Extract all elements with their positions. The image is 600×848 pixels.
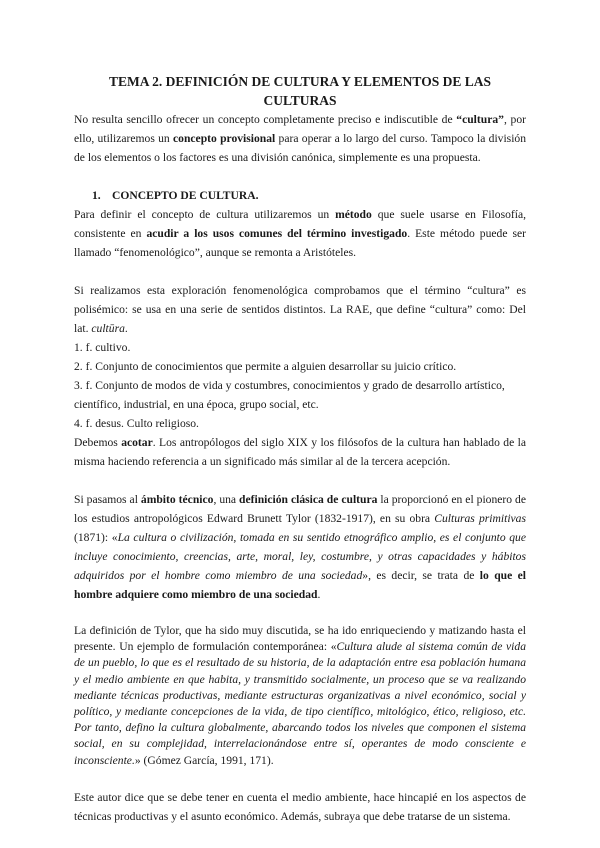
spacer: [74, 604, 526, 623]
tylor-bold-ambito: ámbito técnico: [140, 493, 214, 506]
tylor-text-6: .: [317, 588, 321, 601]
definition-item: 4. f. desus. Culto religioso.: [74, 417, 199, 430]
tylor-text-3: la proporcionó en el pionero de los estudios antropológicos Edward Brunett Tylor (1832-1917), en su obra: [74, 493, 526, 525]
section-title: CONCEPTO DE CULTURA.: [112, 189, 259, 202]
tylor-text-2: , una: [213, 493, 240, 506]
tylor-text-4: (1871): «: [74, 531, 118, 544]
intro-paragraph: [74, 110, 526, 167]
rae-text-2: .: [124, 322, 128, 335]
page-title-line-2: CULTURAS: [263, 93, 337, 108]
page-title-line-1: TEMA 2. DEFINICIÓN DE CULTURA Y ELEMENTOS DE LAS: [109, 74, 491, 89]
garcia-text-2: » (Gómez García, 1991, 171).: [134, 753, 274, 767]
definition-item: 2. f. Conjunto de conocimientos que permite a alguien desarrollar su juicio crítico.: [74, 360, 457, 373]
acotar-text-2: . Los antropólogos del siglo XIX y los filósofos de la cultura han hablado de la misma haciendo referencia a un significado más similar al de la tercera acepción.: [74, 436, 526, 468]
intro-text-2: , por ello, utilizaremos un: [74, 113, 526, 145]
tylor-text-1: Si pasamos al: [74, 493, 141, 506]
spacer: [74, 769, 526, 788]
tylor-bold-conclusion: lo que el hombre adquiere como miembro de una sociedad: [74, 569, 526, 601]
intro-bold-concepto: concepto provisional: [173, 132, 276, 145]
method-text-1: Para definir el concepto de cultura utilizaremos un: [74, 208, 336, 221]
tylor-paragraph: [74, 490, 526, 604]
page-title: [74, 72, 526, 110]
document-page: [74, 72, 526, 826]
final-paragraph: Este autor dice que se debe tener en cuenta el medio ambiente, hace hincapié en los aspectos de técnicas productivas y el asunto económico. Además, subraya que debe tratarse de un sistema.: [74, 790, 526, 823]
tylor-bold-definicion: definición clásica de cultura: [239, 493, 378, 506]
section-number: 1.: [92, 189, 101, 202]
intro-text-3: para operar a lo largo del curso. Tampoco la división de los elementos o los factores es una división canónica, simplemente es una propuesta.: [74, 132, 527, 164]
acotar-paragraph: [74, 433, 526, 471]
acotar-text-1: Debemos: [74, 436, 122, 449]
method-text-2: que suele usarse en Filosofía, consistente en: [74, 208, 526, 240]
rae-text-1: Si realizamos esta exploración fenomenológica comprobamos que el término “cultura” es polisémico: se usa en una serie de sentidos distintos. La RAE, que define “cultura” como: Del lat.: [74, 284, 526, 335]
method-paragraph: [74, 205, 526, 262]
rae-paragraph: [74, 281, 526, 338]
intro-bold-cultura: “cultura”: [456, 113, 504, 126]
rae-italic-cultura: cultūra: [91, 322, 125, 335]
definition-item: 3. f. Conjunto de modos de vida y costumbres, conocimientos y grado de desarrollo artístico, científico, industrial, en una época, grupo social, etc.: [74, 379, 505, 411]
method-bold-metodo: método: [335, 208, 372, 221]
acotar-bold: acotar: [121, 436, 153, 449]
garcia-paragraph: [74, 623, 526, 769]
tylor-text-5: », es decir, se trata de: [362, 569, 480, 582]
section-heading: [74, 186, 526, 205]
tylor-italic-title: Culturas primitivas: [434, 512, 526, 525]
method-bold-usos: acudir a los usos comunes del término investigado: [146, 227, 408, 240]
intro-text-1: No resulta sencillo ofrecer un concepto completamente preciso e indiscutible de: [74, 113, 457, 126]
tylor-italic-quote: La cultura o civilización, tomada en su sentido etnográfico amplio, es el conjunto que incluye conocimiento, creencias, arte, moral, ley, costumbre, y otras capacidades y hábitos adquiridos por el hombre como miembro de una sociedad: [74, 531, 526, 582]
definition-item: 1. f. cultivo.: [74, 341, 131, 354]
spacer: [74, 167, 526, 186]
method-text-3: . Este método puede ser llamado “fenomenológico”, aunque se remonta a Aristóteles.: [74, 227, 526, 259]
garcia-italic-quote: Cultura alude al sistema común de vida de un pueblo, lo que es el resultado de su historia, de la adaptación entre esa población humana y el medio ambiente en que habita, y transmitido socialmente, un proceso que se va realizando mediante técnicas productivas, mediante estructuras organizativas a nivel económico, social y político, y mediante concepciones de la vida, de tipo científico, mitológico, ético, religioso, etc. Por tanto, defino la cultura globalmente, abarcando todos los niveles que componen el sistema social, en su complejidad, interrelacionándose entre sí, operantes de modo consciente e inconsciente.: [74, 640, 526, 767]
garcia-text-1: La definición de Tylor, que ha sido muy discutida, se ha ido enriqueciendo y matizando hasta el presente. Un ejemplo de formulación contemporánea: «: [74, 624, 526, 654]
spacer: [74, 262, 526, 281]
spacer: [74, 471, 526, 490]
